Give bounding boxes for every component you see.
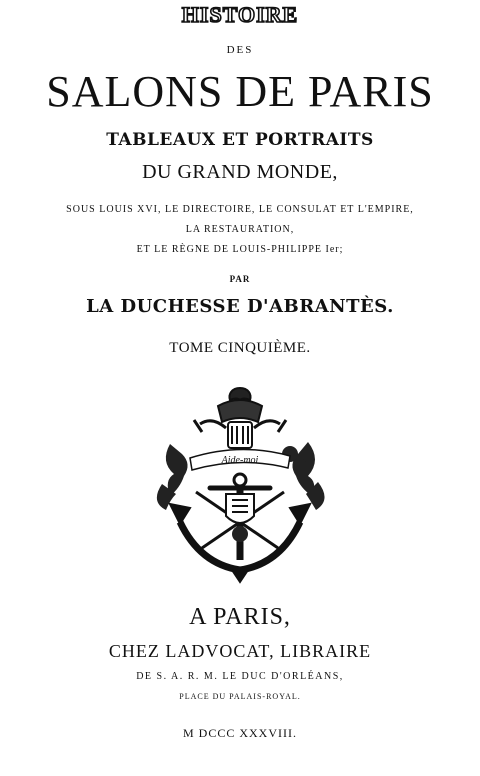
publisher-address: PLACE DU PALAIS-ROYAL. (179, 692, 301, 701)
main-title: SALONS DE PARIS (46, 67, 434, 116)
period-line-3: ET LE RÈGNE DE LOUIS-PHILIPPE Ier; (136, 244, 344, 255)
by-label: PAR (229, 274, 251, 284)
shield-icon (226, 494, 254, 542)
author-name: LA DUCHESSE D'ABRANTÈS. (86, 296, 394, 317)
anchor-emblem-icon (140, 384, 340, 584)
publisher-name: CHEZ LADVOCAT, LIBRAIRE (108, 641, 372, 661)
subtitle-grand-monde: DU GRAND MONDE, (142, 161, 338, 183)
period-line-2: LA RESTAURATION, (185, 224, 295, 235)
publisher-patron: DE S. A. R. M. LE DUC D'ORLÉANS, (136, 671, 344, 682)
volume-label: TOME CINQUIÈME. (169, 340, 311, 356)
period-line-1: SOUS LOUIS XVI, LE DIRECTOIRE, LE CONSULAT ET L'EMPIRE, (66, 204, 414, 215)
publication-date: M DCCC XXXVIII. (183, 726, 297, 740)
header-des: DES (226, 44, 254, 56)
motto-text: Aide-moi (221, 455, 259, 466)
crest-icon (194, 388, 286, 448)
subtitle-tableaux: TABLEAUX ET PORTRAITS (106, 130, 374, 150)
imprint-city: A PARIS, (189, 604, 291, 630)
header-histoire: HISTOIRE (181, 2, 299, 27)
motto-banner (190, 449, 290, 470)
